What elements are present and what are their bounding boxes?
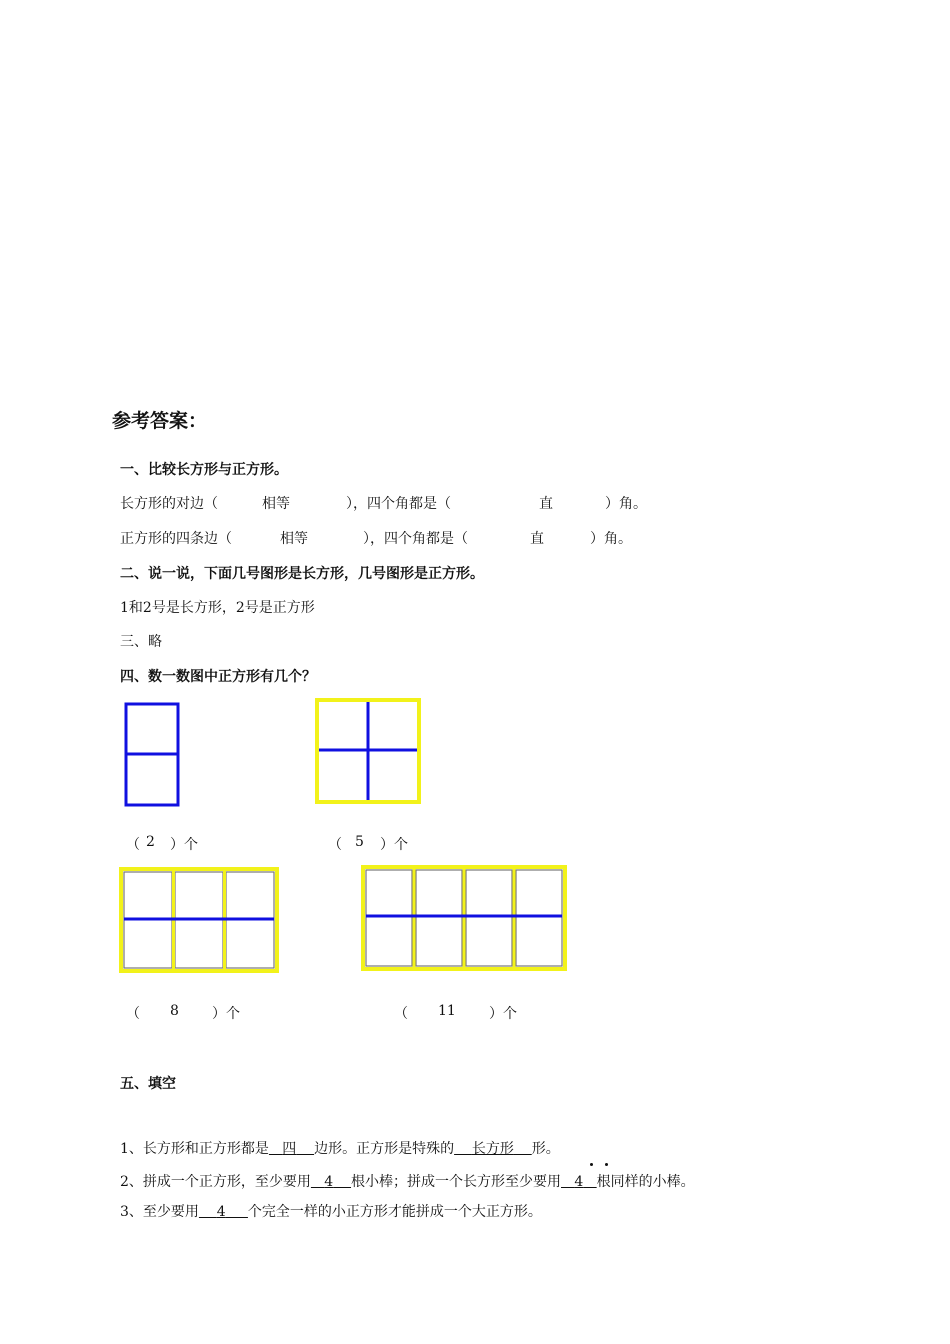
q1-answer-1-text: 四 (282, 1141, 297, 1157)
fig4-answer: 11 (438, 1003, 456, 1019)
fig2-open: （ (328, 837, 342, 853)
emphasis-dot-1 (590, 1163, 593, 1166)
section1-line2-a: 正方形的四条边（ (120, 531, 232, 547)
q3-text-b: 个完全一样的小正方形才能拼成一个大正方形。 (247, 1204, 542, 1220)
fig3-close: ）个 (212, 1006, 240, 1022)
q2-answer-1-text: 4 (324, 1174, 334, 1190)
q1-line (120, 1138, 560, 1158)
q2-answer-1 (311, 1174, 351, 1190)
answer-title: 参考答案： (112, 410, 208, 432)
figure-2-squares (314, 697, 422, 805)
q3-answer-1 (199, 1204, 248, 1220)
section2-answer: 1和2号是长方形，2号是正方形 (120, 600, 315, 616)
q3-line (120, 1201, 542, 1221)
section1-line1-c: ）角。 (605, 496, 647, 512)
figure-3-squares (118, 866, 282, 976)
q1-text-a: 1、长方形和正方形都是 (120, 1141, 269, 1157)
section3-text: 三、略 (120, 634, 162, 650)
q3-text-a: 3、至少要用 (120, 1204, 199, 1220)
figure-1-squares (118, 697, 184, 811)
fig2-close: ）个 (380, 837, 408, 853)
section1-heading: 一、比较长方形与正方形。 (120, 462, 288, 478)
emphasis-dot-2 (605, 1163, 608, 1166)
fig1-open: （ (126, 837, 140, 853)
section2-heading: 二、说一说，下面几号图形是长方形，几号图形是正方形。 (120, 566, 484, 582)
section4-heading: 四、数一数图中正方形有几个？ (120, 669, 316, 685)
q2-text-a: 2、拼成一个正方形，至少要用 (120, 1174, 311, 1190)
fig3-answer: 8 (170, 1003, 179, 1019)
q1-answer-2-text: 长方形 (471, 1141, 514, 1157)
figure-4-cell-4 (516, 870, 562, 966)
section1-line1-b: ），四个角都是（ (346, 496, 451, 512)
section1-line1-ans1: 相等 (262, 496, 290, 512)
figure-4-cell-3 (466, 870, 512, 966)
section1-line2-b: ），四个角都是（ (363, 531, 468, 547)
q1-text-b: 边形。正方形是特殊的 (314, 1141, 455, 1157)
q2-line (120, 1171, 695, 1191)
figure-4-cell-1 (366, 870, 412, 966)
q1-answer-2 (454, 1141, 532, 1157)
q2-answer-2-text: 4 (574, 1174, 584, 1190)
fig1-close: ）个 (170, 837, 198, 853)
q3-answer-1-text: 4 (216, 1204, 226, 1220)
fig4-close: ）个 (489, 1006, 517, 1022)
section1-line2-c: ）角。 (590, 531, 632, 547)
q2-answer-2 (561, 1174, 597, 1190)
section1-line2-ans1: 相等 (280, 531, 308, 547)
q1-text-c: 形。 (531, 1141, 560, 1157)
section5-heading: 五、填空 (120, 1076, 176, 1092)
section1-line1-a: 长方形的对边（ (120, 496, 218, 512)
section1-line2-ans2: 直 (530, 531, 544, 547)
fig2-answer: 5 (355, 834, 364, 850)
q1-answer-1 (269, 1141, 314, 1157)
figure-4-cell-2 (416, 870, 462, 966)
q2-text-c: 根同样的小棒。 (596, 1174, 695, 1190)
figure-4-squares (360, 864, 568, 972)
q2-text-b: 根小棒；拼成一个长方形至少要用 (351, 1174, 562, 1190)
fig3-open: （ (126, 1006, 140, 1022)
section1-line1-ans2: 直 (539, 496, 553, 512)
fig4-open: （ (394, 1006, 408, 1022)
fig1-answer: 2 (146, 834, 155, 850)
